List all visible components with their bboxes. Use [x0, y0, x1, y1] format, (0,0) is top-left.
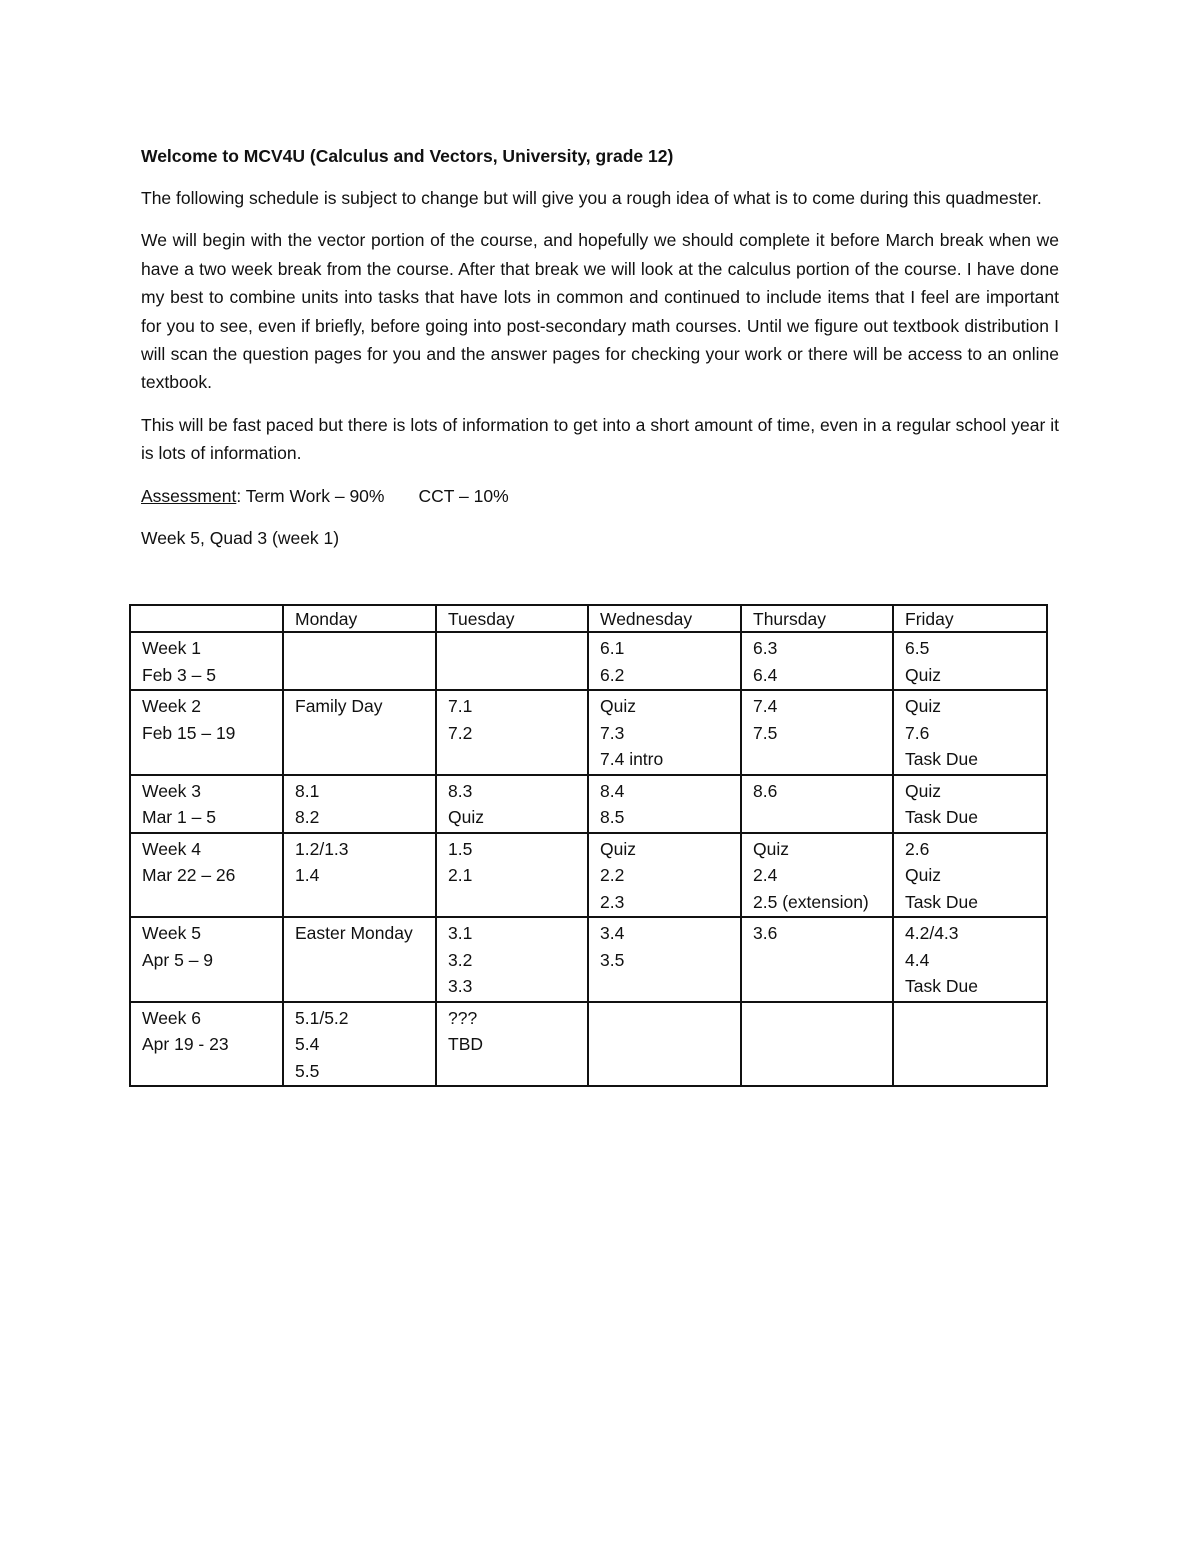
schedule-cell-friday — [893, 1002, 1047, 1087]
schedule-entry: 7.4 — [753, 696, 778, 716]
schedule-cell-monday — [283, 775, 436, 833]
schedule-entry: Task Due — [905, 807, 978, 827]
schedule-entry: 7.5 — [753, 722, 778, 743]
week-label-line: Apr 5 – 9 — [142, 949, 214, 970]
schedule-cell-thursday — [741, 632, 893, 690]
schedule-entry: 5.1/5.2 — [295, 1007, 349, 1028]
schedule-cell-tuesday — [436, 917, 588, 1002]
week-label-line: Week 4 — [142, 838, 202, 859]
schedule-cell-wednesday — [588, 1002, 741, 1087]
schedule-entry: Quiz — [905, 696, 941, 716]
schedule-cell-tuesday — [436, 690, 588, 775]
schedule-cell-friday — [893, 775, 1047, 833]
schedule-entry: 6.4 — [753, 664, 778, 685]
schedule-entry: 7.6 — [905, 722, 930, 743]
schedule-table-body — [130, 605, 1047, 1086]
assessment-gap — [384, 486, 418, 506]
schedule-entry: 2.1 — [448, 865, 473, 885]
header-cell-wednesday: Wednesday — [588, 605, 741, 632]
schedule-entry: 3.5 — [600, 949, 625, 970]
week-label-line: Week 1 — [142, 638, 202, 658]
week-label-line: Mar 1 – 5 — [142, 807, 216, 827]
assessment-term-work: Term Work – 90% — [241, 485, 385, 506]
schedule-entry: Quiz — [905, 865, 941, 885]
course-overview-paragraph: We will begin with the vector portion of the course, and hopefully we should complete it before March break when we have a two week break from the course. After that break we will look at the calculus portion of the course. I have done my best to combine units into tasks that have lots in common and continued to include items that I feel are important for you to see, even if briefly, before going into post-secondary math courses. Until we figure out textbook distribution I will scan the question pages for you and the answer pages for checking your work or there will be access to an online textbook. — [141, 230, 1059, 393]
schedule-cell-wednesday — [588, 632, 741, 690]
schedule-cell-friday — [893, 690, 1047, 775]
schedule-entry: 1.4 — [295, 865, 320, 885]
week-label-cell — [130, 690, 283, 775]
schedule-entry: Task Due — [905, 749, 978, 769]
week-label-line: Week 6 — [142, 1007, 202, 1028]
header-cell-friday: Friday — [893, 605, 1047, 632]
assessment-cct: CCT – 10% — [418, 485, 509, 506]
schedule-cell-wednesday — [588, 775, 741, 833]
header-cell-thursday: Thursday — [741, 605, 893, 632]
week-heading: Week 5, Quad 3 (week 1) — [141, 527, 340, 548]
schedule-entry: 8.1 — [295, 780, 320, 801]
schedule-entry: 7.2 — [448, 722, 473, 743]
week-label-cell — [130, 632, 283, 690]
schedule-cell-monday — [283, 690, 436, 775]
intro-paragraph: The following schedule is subject to change but will give you a rough idea of what is to come during this quadmester. — [141, 188, 1042, 208]
schedule-cell-wednesday — [588, 917, 741, 1002]
schedule-row — [130, 833, 1047, 918]
schedule-cell-friday — [893, 632, 1047, 690]
schedule-row — [130, 917, 1047, 1002]
schedule-entry: 6.5 — [905, 638, 930, 658]
assessment-label: Assessment — [141, 485, 237, 506]
schedule-cell-thursday — [741, 690, 893, 775]
schedule-entry: 2.6 — [905, 838, 930, 859]
schedule-cell-thursday — [741, 917, 893, 1002]
schedule-entry: 2.2 — [600, 865, 625, 885]
document-title: Welcome to MCV4U (Calculus and Vectors, University, grade 12) — [141, 146, 674, 166]
week-label-line: Feb 3 – 5 — [142, 664, 216, 685]
assessment-colon: : — [236, 485, 242, 506]
header-cell-tuesday: Tuesday — [436, 605, 588, 632]
schedule-entry: Task Due — [905, 891, 978, 912]
week-label-line: Mar 22 – 26 — [142, 865, 236, 885]
schedule-cell-thursday — [741, 775, 893, 833]
schedule-entry: 1.2/1.3 — [295, 838, 349, 859]
schedule-entry: Quiz — [600, 838, 636, 859]
schedule-row — [130, 690, 1047, 775]
schedule-entry: 8.4 — [600, 780, 625, 801]
schedule-entry: Quiz — [905, 664, 941, 685]
schedule-entry: 6.2 — [600, 664, 625, 685]
schedule-entry: ??? — [448, 1007, 478, 1028]
document-body — [141, 142, 1059, 562]
header-cell-monday: Monday — [283, 605, 436, 632]
schedule-cell-thursday — [741, 833, 893, 918]
schedule-entry: 3.1 — [448, 923, 473, 943]
schedule-cell-wednesday — [588, 690, 741, 775]
schedule-entry: 3.4 — [600, 923, 625, 943]
schedule-entry: 4.4 — [905, 949, 930, 970]
schedule-entry: 5.5 — [295, 1060, 320, 1081]
schedule-entry: Quiz — [448, 807, 484, 827]
schedule-header-row — [130, 605, 1047, 632]
week-label-cell — [130, 775, 283, 833]
schedule-cell-wednesday — [588, 833, 741, 918]
week-label-line: Week 2 — [142, 696, 202, 716]
schedule-entry: 8.5 — [600, 807, 625, 827]
schedule-entry: 8.6 — [753, 780, 778, 801]
schedule-entry: 8.3 — [448, 780, 473, 801]
schedule-entry: Family Day — [295, 696, 383, 716]
schedule-entry: 1.5 — [448, 838, 473, 859]
schedule-cell-tuesday — [436, 1002, 588, 1087]
week-label-line: Feb 15 – 19 — [142, 722, 236, 743]
schedule-entry: TBD — [448, 1034, 483, 1054]
week-label-line: Week 3 — [142, 780, 202, 801]
schedule-entry: 6.3 — [753, 638, 778, 658]
schedule-entry: Quiz — [600, 696, 636, 716]
schedule-entry: 3.6 — [753, 923, 778, 943]
schedule-cell-tuesday — [436, 833, 588, 918]
schedule-cell-tuesday — [436, 775, 588, 833]
schedule-entry: 2.5 (extension) — [753, 891, 869, 912]
assessment-line — [141, 482, 1059, 510]
schedule-entry: 7.4 intro — [600, 749, 664, 769]
schedule-entry: Quiz — [753, 838, 789, 859]
schedule-entry: 2.3 — [600, 891, 625, 912]
schedule-row — [130, 1002, 1047, 1087]
schedule-cell-thursday — [741, 1002, 893, 1087]
schedule-row — [130, 632, 1047, 690]
week-label-cell — [130, 833, 283, 918]
week-label-line: Apr 19 - 23 — [142, 1034, 229, 1054]
schedule-cell-monday — [283, 833, 436, 918]
schedule-cell-monday — [283, 917, 436, 1002]
schedule-entry: 3.2 — [448, 949, 473, 970]
schedule-cell-monday — [283, 1002, 436, 1087]
schedule-entry: 7.1 — [448, 696, 473, 716]
schedule-entry: 8.2 — [295, 807, 320, 827]
schedule-entry: Task Due — [905, 976, 978, 996]
schedule-table — [129, 604, 1048, 1087]
schedule-row — [130, 775, 1047, 833]
schedule-cell-tuesday — [436, 632, 588, 690]
schedule-cell-friday — [893, 833, 1047, 918]
schedule-entry: 6.1 — [600, 638, 625, 658]
schedule-entry: 5.4 — [295, 1034, 320, 1054]
week-label-cell — [130, 917, 283, 1002]
week-label-cell — [130, 1002, 283, 1087]
schedule-cell-monday — [283, 632, 436, 690]
schedule-cell-friday — [893, 917, 1047, 1002]
schedule-entry: 4.2/4.3 — [905, 923, 959, 943]
header-cell-blank — [130, 605, 283, 632]
schedule-entry: Quiz — [905, 780, 941, 801]
pace-paragraph: This will be fast paced but there is lots of information to get into a short amount of time, even in a regular school year it is lots of information. — [141, 414, 1059, 464]
week-label-line: Week 5 — [142, 923, 202, 943]
schedule-entry: 3.3 — [448, 976, 473, 996]
schedule-entry: 2.4 — [753, 865, 778, 885]
schedule-entry: Easter Monday — [295, 923, 413, 943]
schedule-entry: 7.3 — [600, 722, 625, 743]
